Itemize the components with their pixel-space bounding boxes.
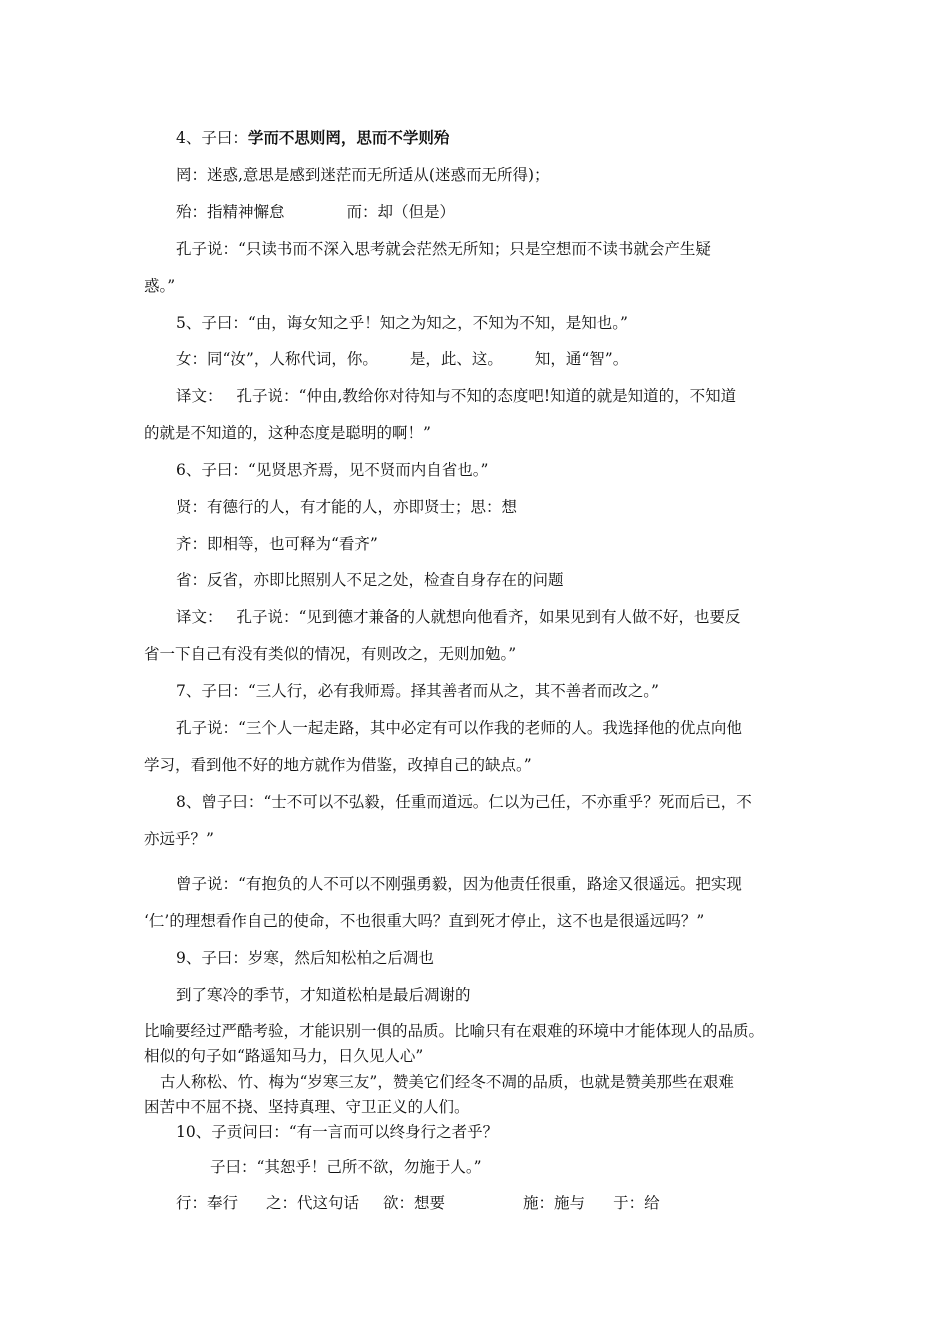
passage-8-line2: 亦远乎？”	[144, 830, 214, 848]
gloss-xing-text: 行：奉行	[176, 1194, 239, 1212]
translation-9: 到了寒冷的季节，才知道松柏是最后凋谢的	[176, 986, 471, 1004]
gloss-10	[176, 1193, 660, 1213]
translation-4-line2: 惑。”	[144, 277, 176, 295]
note-9-line1: 比喻要经过严酷考验，才能识别一俱的品质。比喻只有在艰难的环境中才能体现人的品质。	[144, 1022, 765, 1040]
gloss-zhi-text: 知，通“智”。	[534, 350, 629, 368]
gloss-zhi-text: 之：代这句话	[266, 1194, 360, 1212]
translation-7-line1: 孔子说：“三个人一起走路，其中必定有可以作我的老师的人。我选择他的优点向他	[176, 719, 742, 737]
gloss-xing: 省：反省，亦即比照别人不足之处，检查自身存在的问题	[176, 571, 564, 589]
passage-4-quote: 学而不思则罔，思而不学则殆	[247, 129, 450, 147]
gloss-yu2-text: 于：给	[613, 1194, 660, 1212]
gloss-shi-text: 是，此、这。	[409, 350, 503, 368]
passage-10: 10、子贡问曰：“有一言而可以终身行之者乎？	[176, 1123, 499, 1141]
translation-4-line1: 孔子说：“只读书而不深入思考就会茫然无所知；只是空想而不读书就会产生疑	[176, 240, 711, 258]
translation-6-line1	[176, 607, 740, 627]
gloss-yu-text: 欲：想要	[383, 1194, 446, 1212]
translation-6-line2: 省一下自己有没有类似的情况，有则改之，无则加勉。”	[144, 645, 517, 663]
gloss-wang: 罔：迷惑,意思是感到迷茫而无所适从(迷惑而无所得)；	[176, 166, 550, 184]
passage-7: 7、子曰：“三人行，必有我师焉。择其善者而从之，其不善者而改之。”	[176, 682, 659, 700]
translation-8-line2: ‘仁’的理想看作自己的使命，不也很重大吗？直到死才停止，这不也是很遥远吗？”	[144, 912, 705, 930]
translation-7-line2: 学习，看到他不好的地方就作为借鉴，改掉自己的缺点。”	[144, 756, 532, 774]
passage-10-answer: 子曰：“其恕乎！己所不欲，勿施于人。”	[210, 1158, 482, 1176]
translation-6-text: 孔子说：“见到德才兼备的人就想向他看齐，如果见到有人做不好，也要反	[236, 608, 741, 626]
note-9-line2: 相似的句子如“路遥知马力，日久见人心”	[144, 1047, 424, 1065]
passage-6: 6、子曰：“见贤思齐焉，见不贤而内自省也。”	[176, 461, 489, 479]
passage-5: 5、子曰：“由，诲女知之乎！知之为知之，不知为不知，是知也。”	[176, 314, 628, 332]
translation-5-line1	[176, 386, 736, 406]
passage-4-label: 4、子曰：	[176, 129, 248, 147]
passage-4-heading	[176, 128, 449, 148]
gloss-xian: 贤：有德行的人，有才能的人，亦即贤士；思：想	[176, 498, 518, 516]
gloss-nv	[176, 349, 628, 369]
gloss-nv-text: 女：同“汝”，人称代词，你。	[176, 350, 378, 368]
translation-5-line2: 的就是不知道的，这种态度是聪明的啊！”	[144, 424, 431, 442]
note-9-line3: 古人称松、竹、梅为“岁寒三友”，赞美它们经冬不凋的品质，也就是赞美那些在艰难	[160, 1073, 734, 1091]
gloss-qi: 齐：即相等，也可释为“看齐”	[176, 535, 378, 553]
gloss-dai-text: 殆：指精神懈怠	[176, 203, 285, 221]
passage-8-line1: 8、曾子曰：“士不可以不弘毅，任重而道远。仁以为己任，不亦重乎？死而后已，不	[176, 793, 752, 811]
translation-5-text: 孔子说：“仲由,教给你对待知与不知的态度吧!知道的就是知道的，不知道	[236, 387, 737, 405]
gloss-er-text: 而：却（但是）	[346, 203, 456, 221]
passage-9: 9、子曰：岁寒，然后知松柏之后凋也	[176, 949, 434, 967]
translation-label: 译文：	[176, 387, 223, 405]
translation-8-line1: 曾子说：“有抱负的人不可以不刚强勇毅，因为他责任很重，路途又很遥远。把实现	[176, 875, 742, 893]
translation-label: 译文：	[176, 608, 223, 626]
gloss-shi-text: 施：施与	[523, 1194, 586, 1212]
note-9-line4: 困苦中不屈不挠、坚持真理、守卫正义的人们。	[144, 1098, 470, 1116]
gloss-dai	[176, 202, 455, 222]
